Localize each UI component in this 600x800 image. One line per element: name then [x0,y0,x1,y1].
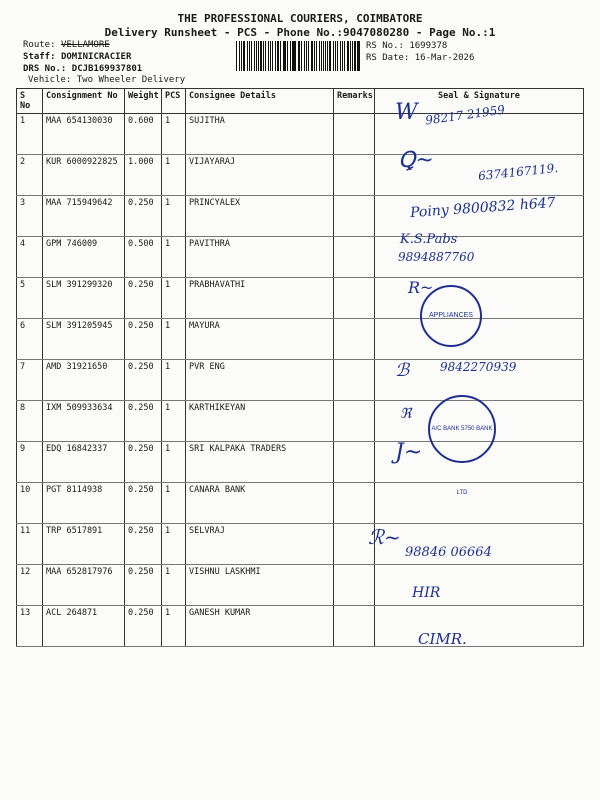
barcode-bar [275,41,276,71]
cell-pcs: 1 [162,442,186,483]
barcode-bar [329,41,331,71]
cell-pcs: 1 [162,360,186,401]
cell-weight: 0.250 [125,524,162,565]
barcode-bar [325,41,326,71]
cell-pcs: 1 [162,196,186,237]
barcode-bar [265,41,266,71]
barcode-bar [251,41,252,71]
barcode-bar [354,41,355,71]
cell-sno: 13 [17,606,43,647]
cell-signature [375,483,584,524]
cell-sno: 1 [17,114,43,155]
cell-pcs: 1 [162,114,186,155]
barcode-bar [357,41,358,71]
table-row [17,319,584,360]
cell-consignment: ACL 264871 [43,606,125,647]
cell-sno: 11 [17,524,43,565]
barcode-bar [327,41,328,71]
cell-weight: 0.250 [125,319,162,360]
company-seal: APPLIANCES [420,285,482,347]
signature-mark: R~ [408,278,434,297]
cell-consignment: SLM 391299320 [43,278,125,319]
cell-pcs: 1 [162,155,186,196]
handwritten-phone: 98217 21959 [424,102,506,128]
barcode-bar [299,41,300,71]
barcode-bar [316,41,317,71]
cell-remarks [334,401,375,442]
barcode-bar [247,41,248,71]
barcode-bar [321,41,322,71]
cell-pcs: 1 [162,483,186,524]
table-row [17,237,584,278]
cell-weight: 0.250 [125,483,162,524]
cell-consignee: PAVITHRA [186,237,334,278]
rs-number: RS No.: 1699378 [366,41,448,51]
barcode-bar [284,41,285,71]
barcode-bar [352,41,353,71]
barcode-bar [344,41,345,71]
signature-mark: W [395,100,418,125]
cell-consignment: MAA 715949642 [43,196,125,237]
barcode-bar [290,41,291,71]
company-title: THE PROFESSIONAL COURIERS, COIMBATORE [177,12,423,25]
barcode-bar [272,41,273,71]
cell-weight: 1.000 [125,155,162,196]
table-row [17,565,584,606]
table-row [17,524,584,565]
table-row [17,483,584,524]
staff-line [23,52,131,62]
barcode-bar [308,41,309,71]
handwritten-phone: 9894887760 [398,250,475,264]
drs-label: DRS No.: [23,64,67,74]
handwritten-phone: 9842270939 [440,360,517,374]
cell-remarks [334,114,375,155]
cell-pcs: 1 [162,606,186,647]
col-signature: Seal & Signature [375,89,584,114]
cell-weight: 0.250 [125,401,162,442]
cell-remarks [334,155,375,196]
barcode-bar [241,41,242,71]
handwritten-note: CIMR. [418,630,467,648]
barcode-bar [270,41,271,71]
cell-remarks [334,360,375,401]
barcode-bar [301,41,302,71]
barcode-bar [342,41,343,71]
col-sno: S No [17,89,43,114]
barcode-bar [249,41,250,71]
cell-consignee: SELVRAJ [186,524,334,565]
col-consignment: Consignment No [43,89,125,114]
cell-pcs: 1 [162,237,186,278]
signature-mark: ℬ [395,360,410,381]
cell-remarks [334,319,375,360]
cell-remarks [334,442,375,483]
cell-signature [375,606,584,647]
cell-consignment: SLM 391205945 [43,319,125,360]
signature-mark: ℜ [400,406,412,422]
cell-remarks [334,278,375,319]
table-row [17,442,584,483]
cell-consignment: MAA 652817976 [43,565,125,606]
cell-consignment: KUR 6000922825 [43,155,125,196]
barcode-bar [260,41,262,71]
cell-consignment: PGT 8114938 [43,483,125,524]
cell-consignee: PRABHAVATHI [186,278,334,319]
handwritten-name: K.S.Pabs [400,232,458,247]
table-row [17,606,584,647]
bank-seal: A/C BANK 5750 BANK LTD [428,395,496,463]
cell-weight: 0.250 [125,196,162,237]
barcode-bar [263,41,264,71]
cell-remarks [334,196,375,237]
barcode-bar [347,41,349,71]
cell-remarks [334,606,375,647]
barcode-bar [340,41,341,71]
cell-consignee: SUJITHA [186,114,334,155]
cell-remarks [334,237,375,278]
route-label: Route: [23,40,56,50]
barcode-bar [358,41,359,71]
barcode-bar [243,41,245,71]
staff-label: Staff: [23,52,56,62]
cell-sno: 6 [17,319,43,360]
barcode-bar [258,41,259,71]
cell-remarks [334,483,375,524]
barcode-bar [319,41,320,71]
cell-consignee: CANARA BANK [186,483,334,524]
cell-consignee: KARTHIKEYAN [186,401,334,442]
barcode-bar [337,41,338,71]
signature-mark: ℛ~ [368,525,401,549]
barcode-bar [293,41,295,71]
cell-consignee: PVR ENG [186,360,334,401]
cell-consignee: GANESH KUMAR [186,606,334,647]
rs-date: RS Date: 16-Mar-2026 [366,53,475,63]
col-consignee: Consignee Details [186,89,334,114]
cell-weight: 0.500 [125,237,162,278]
handwritten-note: HIR [412,585,441,601]
barcode-bar [280,41,281,71]
cell-consignment: EDQ 16842337 [43,442,125,483]
table-row [17,114,584,155]
cell-weight: 0.250 [125,360,162,401]
cell-sno: 2 [17,155,43,196]
barcode-bar [350,41,351,71]
drs-line [23,64,142,74]
cell-weight: 0.250 [125,442,162,483]
barcode-bar [287,41,288,71]
cell-pcs: 1 [162,524,186,565]
cell-pcs: 1 [162,565,186,606]
barcode-bar [268,41,269,71]
cell-consignment: GPM 746009 [43,237,125,278]
cell-remarks [334,565,375,606]
cell-sno: 9 [17,442,43,483]
route-value: VELLAMORE [60,40,110,50]
barcode-bar [314,41,315,71]
signature-mark: Ꝗ~ [398,148,434,173]
barcode-bar [304,41,305,71]
cell-sno: 4 [17,237,43,278]
cell-sno: 12 [17,565,43,606]
staff-value: DOMINICRACIER [60,52,132,62]
cell-consignment: IXM 509933634 [43,401,125,442]
cell-weight: 0.250 [125,606,162,647]
barcode-bar [306,41,307,71]
cell-sno: 7 [17,360,43,401]
cell-consignment: AMD 31921650 [43,360,125,401]
cell-weight: 0.250 [125,278,162,319]
cell-consignee: VISHNU LASKHMI [186,565,334,606]
cell-sno: 3 [17,196,43,237]
signature-mark: J~ [395,440,423,465]
vehicle-line: Vehicle: Two Wheeler Delivery [28,75,186,85]
col-pcs: PCS [162,89,186,114]
cell-sno: 5 [17,278,43,319]
table-row [17,278,584,319]
cell-sno: 8 [17,401,43,442]
handwritten-note: Poiny 9800832 h647 [409,194,557,222]
cell-pcs: 1 [162,278,186,319]
barcode-bar [323,41,324,71]
barcode-bar [254,41,255,71]
handwritten-phone: 6374167119. [477,160,559,184]
col-remarks: Remarks [334,89,375,114]
cell-weight: 0.600 [125,114,162,155]
cell-consignment: TRP 6517891 [43,524,125,565]
cell-pcs: 1 [162,401,186,442]
cell-consignee: SRI KALPAKA TRADERS [186,442,334,483]
barcode-bar [298,41,299,71]
barcode-bar [277,41,279,71]
barcode-bar [239,41,240,71]
barcode [236,41,362,71]
table-row [17,401,584,442]
barcode-bar [292,41,293,71]
cell-consignee: VIJAYARAJ [186,155,334,196]
runsheet-subtitle: Delivery Runsheet - PCS - Phone No.:9047080280 - Page No.:1 [104,26,496,39]
route-line [23,40,110,50]
barcode-bar [333,41,334,71]
cell-signature [375,565,584,606]
cell-consignee: MAYURA [186,319,334,360]
cell-pcs: 1 [162,319,186,360]
cell-weight: 0.250 [125,565,162,606]
drs-value: DCJB169937801 [71,64,143,74]
barcode-bar [283,41,284,71]
barcode-bar [236,41,237,71]
barcode-bar [335,41,336,71]
cell-sno: 10 [17,483,43,524]
handwritten-phone: 98846 06664 [405,545,492,560]
cell-consignee: PRINCYALEX [186,196,334,237]
barcode-bar [311,41,313,71]
barcode-bar [256,41,257,71]
col-weight: Weight [125,89,162,114]
cell-consignment: MAA 654130030 [43,114,125,155]
